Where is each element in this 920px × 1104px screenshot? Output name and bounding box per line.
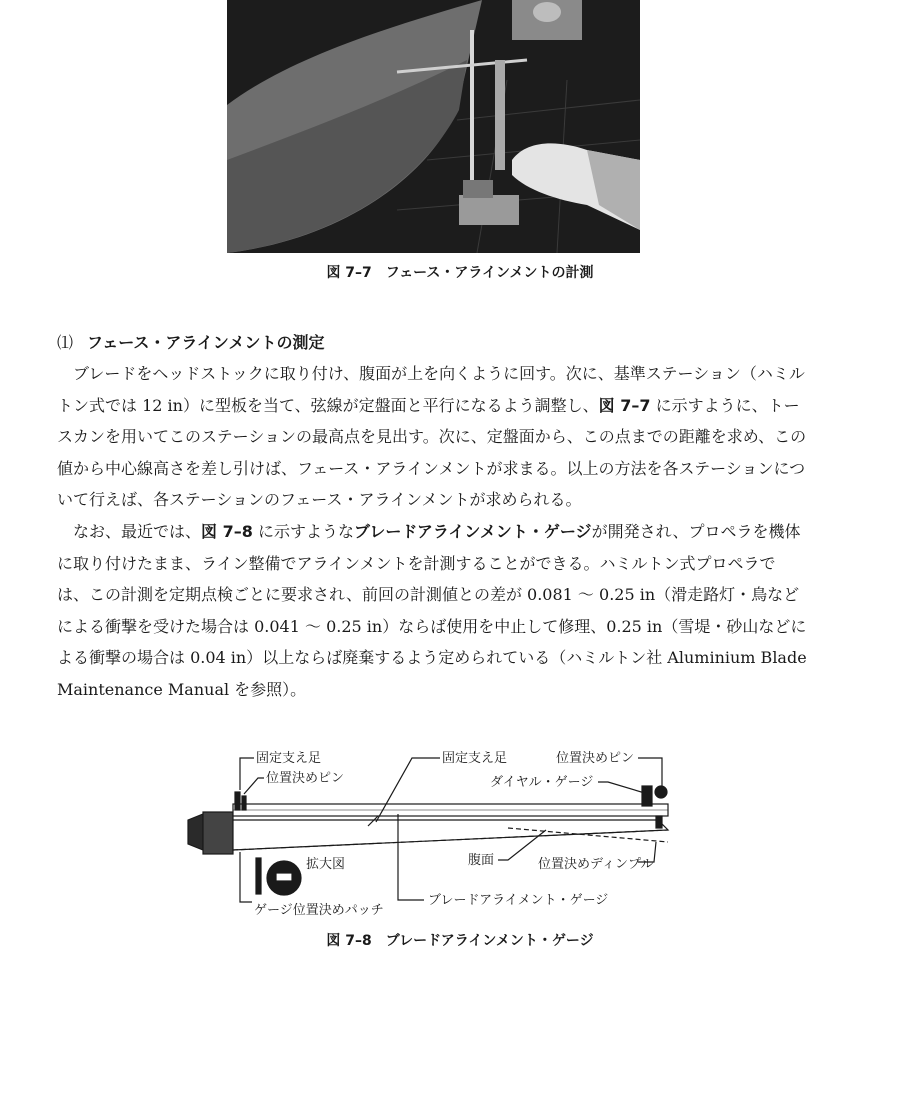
label-blade-alignment-gauge: ブレードアライメント・ゲージ: [428, 893, 609, 908]
figure-7-7-number: 図 7–7: [326, 265, 372, 281]
label-dial-gauge: ダイヤル・ゲージ: [490, 775, 594, 790]
figure-ref: 図 7–8: [201, 522, 253, 541]
section-heading: [57, 330, 324, 353]
label-locating-dimple: 位置決めディンプル: [538, 857, 654, 872]
figure-7-7-title: フェース・アラインメントの計測: [385, 265, 594, 281]
label-face: 腹面: [468, 853, 495, 868]
label-locating-pin-left: 位置決めピン: [266, 771, 345, 786]
label-fixed-foot-center: 固定支え足: [442, 751, 508, 766]
gauge-term: ブレードアラインメント・ゲージ: [353, 522, 592, 541]
figure-7-7-photo: [227, 0, 640, 253]
figure-7-8-caption: [0, 930, 920, 950]
label-locating-pin-right: 位置決めピン: [556, 751, 635, 766]
label-enlarged-view: 拡大図: [306, 857, 346, 872]
label-gauge-locating-patch: ゲージ位置決めパッチ: [254, 903, 384, 918]
section-title: フェース・アラインメントの測定: [87, 333, 325, 352]
section-number: ⑴: [57, 333, 74, 352]
figure-7-8-title: ブレードアラインメント・ゲージ: [385, 933, 594, 949]
figure-ref: 図 7–7: [598, 395, 651, 415]
label-fixed-foot-left: 固定支え足: [256, 751, 322, 766]
figure-7-8-diagram: [178, 742, 698, 920]
figure-7-7-caption: [0, 262, 920, 282]
figure-7-8-number: 図 7–8: [326, 933, 372, 949]
paragraph-1: ブレードをヘッドストックに取り付け、腹面が上を向くように回す。次に、基準ステーション（ハミルトン式では 12 in）に型板を当て、弦線が定盤面と平行になるよう調整し、図 7–7 に示すように、トースカンを用いてこのステーションの最高点を見出す。次に、定盤面から、この点までの距離を求め、この値から中心線高さを差し引けば、フェース・アラインメントが求まる。以上の方法を各ステーションについて行えば、各ステーションのフェース・アラインメントが求められる。: [57, 364, 807, 509]
paragraph-2: なお、最近では、図 7–8 に示すようなブレードアラインメント・ゲージが開発され、プロペラを機体に取り付けたまま、ライン整備でアラインメントを計測することができる。ハミルトン式プロペラでは、この計測を定期点検ごとに要求され、前回の計測値との差が 0.081 〜 0.25 in（滑走路灯・鳥などによる衝撃を受けた場合は 0.041 〜 0.25 in）ならば使用を中止して修理、0.25 in（雪堤・砂山などによる衝撃の場合は 0.04 in）以上ならば廃棄するよう定められている（ハミルトン社 Aluminium Blade Maintenance Manual を参照）。: [57, 522, 807, 699]
